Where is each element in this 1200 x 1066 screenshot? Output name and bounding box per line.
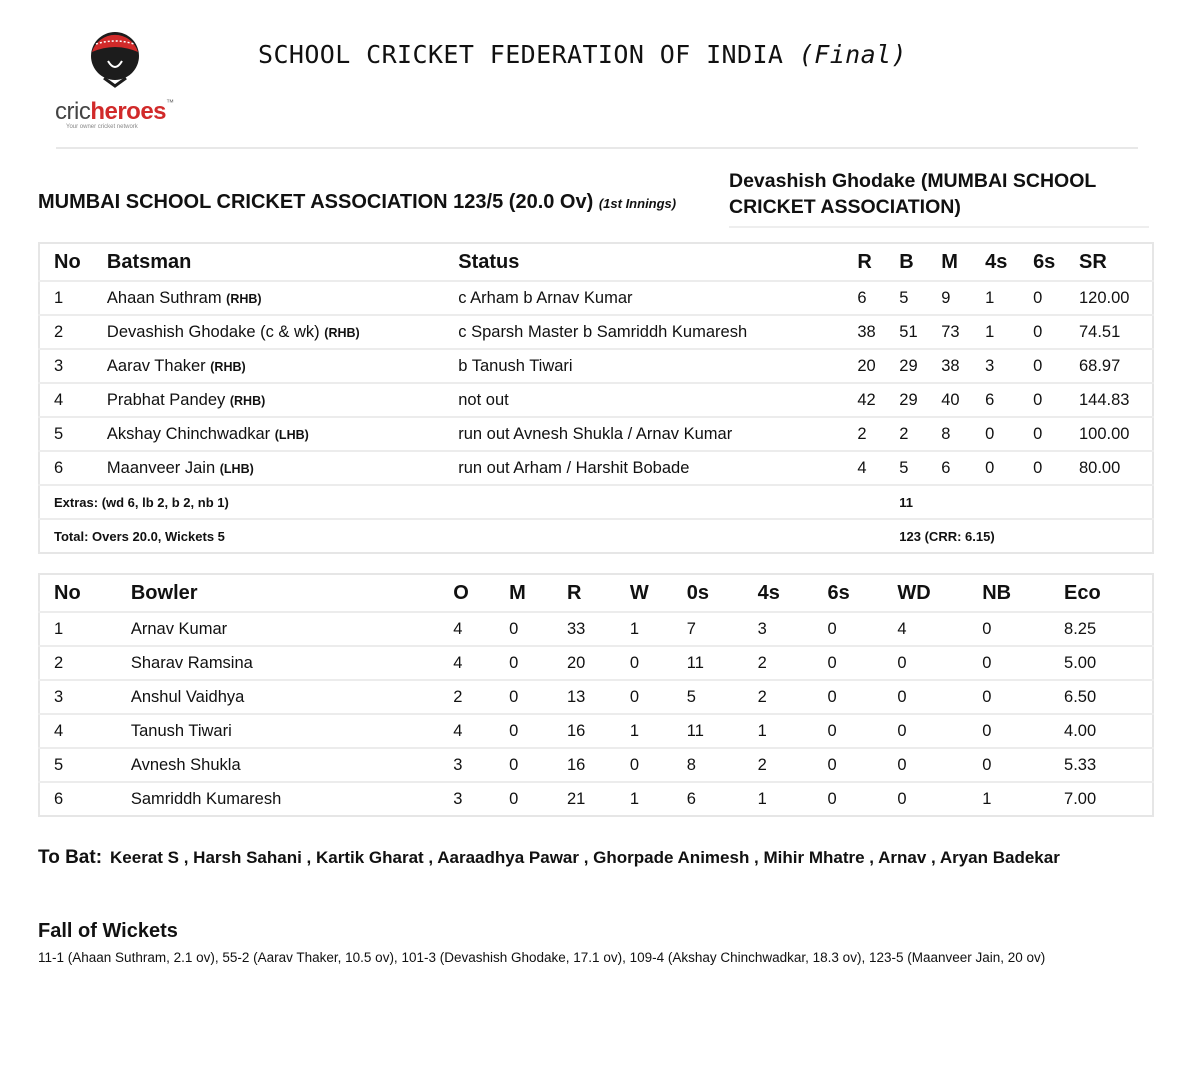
total-value: 123 (CRR: 6.15) — [899, 519, 1153, 553]
strike-rate: 74.51 — [1079, 315, 1153, 349]
batsman-no: 3 — [39, 349, 107, 383]
bowling-table — [38, 573, 1154, 817]
fours: 6 — [985, 383, 1033, 417]
economy: 4.00 — [1064, 714, 1153, 748]
batting-header-row — [39, 243, 1153, 281]
runs: 16 — [567, 748, 630, 782]
batting-hand: (RHB) — [229, 393, 266, 408]
bowler-name: Arnav Kumar — [131, 612, 453, 646]
maidens: 0 — [509, 748, 567, 782]
overs: 3 — [453, 782, 509, 816]
fours: 1 — [758, 714, 828, 748]
col-header-dots: 0s — [686, 581, 709, 604]
table-row — [39, 281, 1153, 315]
minutes: 9 — [941, 281, 985, 315]
strike-rate: 100.00 — [1079, 417, 1153, 451]
balls: 5 — [899, 451, 941, 485]
fours: 2 — [758, 748, 828, 782]
bowler-no: 4 — [39, 714, 131, 748]
overs: 2 — [453, 680, 509, 714]
dismissal-status: c Arham b Arnav Kumar — [458, 281, 857, 315]
minutes: 73 — [941, 315, 985, 349]
sixes: 0 — [827, 748, 897, 782]
col-header-economy: Eco — [1064, 581, 1101, 604]
fours: 0 — [985, 451, 1033, 485]
innings-label: (1st Innings) — [598, 196, 677, 211]
wickets: 1 — [630, 782, 687, 816]
strike-rate: 120.00 — [1079, 281, 1153, 315]
maidens: 0 — [509, 782, 567, 816]
player-of-match: Devashish Ghodake (MUMBAI SCHOOL CRICKET ASSOCIATION) — [729, 168, 1149, 228]
sixes: 0 — [1033, 383, 1079, 417]
runs: 33 — [567, 612, 630, 646]
batsman-name: Aarav Thaker — [106, 356, 206, 375]
minutes: 6 — [941, 451, 985, 485]
bowler-no: 2 — [39, 646, 131, 680]
dismissal-status: run out Avnesh Shukla / Arnav Kumar — [458, 417, 857, 451]
runs: 13 — [567, 680, 630, 714]
table-row — [39, 714, 1153, 748]
col-header-bowler: Bowler — [130, 581, 198, 604]
batting-hand: (LHB) — [274, 427, 309, 442]
brand-name-prefix: cric — [55, 98, 91, 125]
sixes: 0 — [1033, 451, 1079, 485]
col-header-overs: O — [453, 581, 469, 604]
strike-rate: 144.83 — [1079, 383, 1153, 417]
col-header-sixes: 6s — [827, 581, 850, 604]
batsman-name: Maanveer Jain — [106, 458, 216, 477]
total-row — [39, 519, 1153, 553]
sixes: 0 — [827, 646, 897, 680]
overs: 4 — [453, 714, 509, 748]
no-balls: 0 — [982, 612, 1064, 646]
table-row — [39, 612, 1153, 646]
dot-balls: 6 — [687, 782, 758, 816]
strike-rate: 80.00 — [1079, 451, 1153, 485]
no-balls: 0 — [982, 646, 1064, 680]
col-header-no-balls: NB — [982, 581, 1012, 604]
fours: 0 — [985, 417, 1033, 451]
bowler-no: 5 — [39, 748, 131, 782]
col-header-maidens: M — [509, 581, 526, 604]
dismissal-status: run out Arham / Harshit Bobade — [458, 451, 857, 485]
overs: 4 — [453, 646, 509, 680]
dot-balls: 7 — [687, 612, 758, 646]
extras-row — [39, 485, 1153, 519]
bowler-no: 6 — [39, 782, 131, 816]
col-header-wickets: W — [629, 581, 649, 604]
col-header-fours: 4s — [985, 250, 1008, 273]
batting-hand: (RHB) — [324, 325, 360, 340]
batsman-name: Prabhat Pandey — [106, 390, 226, 409]
brand-trademark: ™ — [166, 98, 174, 107]
extras-label: Extras: (wd 6, lb 2, b 2, nb 1) — [39, 485, 899, 519]
dot-balls: 5 — [687, 680, 758, 714]
table-row — [39, 680, 1153, 714]
col-header-balls: B — [899, 250, 914, 273]
col-header-minutes: M — [941, 250, 958, 273]
bowling-header-row — [39, 574, 1153, 612]
batsman-no: 2 — [39, 315, 107, 349]
runs: 21 — [567, 782, 630, 816]
fours: 3 — [985, 349, 1033, 383]
economy: 5.33 — [1064, 748, 1153, 782]
bowler-name: Samriddh Kumaresh — [131, 782, 453, 816]
extras-value: 11 — [899, 485, 1153, 519]
federation-title: SCHOOL CRICKET FEDERATION OF INDIA — [258, 40, 784, 69]
bowler-name: Avnesh Shukla — [131, 748, 453, 782]
brand-tagline: Your owner cricket network — [66, 124, 138, 130]
overs: 3 — [453, 748, 509, 782]
batting-hand: (RHB) — [210, 359, 246, 374]
batting-table — [38, 242, 1154, 554]
minutes: 40 — [941, 383, 985, 417]
runs: 2 — [857, 417, 899, 451]
wickets: 0 — [630, 748, 687, 782]
fall-of-wickets-title: Fall of Wickets — [38, 920, 178, 942]
strike-rate: 68.97 — [1079, 349, 1153, 383]
col-header-batsman: Batsman — [106, 250, 192, 273]
fours: 2 — [758, 680, 828, 714]
bowler-no: 1 — [39, 612, 131, 646]
wickets: 1 — [630, 612, 687, 646]
table-row — [39, 782, 1153, 816]
dismissal-status: c Sparsh Master b Samriddh Kumaresh — [458, 315, 857, 349]
batsman-no: 5 — [39, 417, 107, 451]
batsman-name: Ahaan Suthram — [106, 288, 222, 307]
runs: 4 — [857, 451, 899, 485]
batting-hand: (RHB) — [226, 291, 262, 306]
maidens: 0 — [509, 680, 567, 714]
wides: 0 — [897, 748, 982, 782]
minutes: 8 — [941, 417, 985, 451]
sixes: 0 — [1033, 281, 1079, 315]
runs: 16 — [567, 714, 630, 748]
wickets: 1 — [630, 714, 687, 748]
batsman-name: Devashish Ghodake (c & wk) — [106, 322, 320, 341]
bowler-name: Sharav Ramsina — [131, 646, 453, 680]
balls: 29 — [899, 383, 941, 417]
sixes: 0 — [1033, 315, 1079, 349]
to-bat-players: Keerat S , Harsh Sahani , Kartik Gharat , Aaraadhya Pawar , Ghorpade Animesh , Mihir Mhatre , Arnav , Aryan Badekar — [110, 848, 1060, 867]
sixes: 0 — [1033, 417, 1079, 451]
col-header-wides: WD — [897, 581, 931, 604]
maidens: 0 — [509, 714, 567, 748]
balls: 29 — [899, 349, 941, 383]
dot-balls: 11 — [687, 646, 758, 680]
table-row — [39, 383, 1153, 417]
sixes: 0 — [827, 680, 897, 714]
table-row — [39, 748, 1153, 782]
minutes: 38 — [941, 349, 985, 383]
brand-name-suffix: heroes — [90, 98, 167, 125]
dismissal-status: not out — [458, 383, 857, 417]
to-bat-section — [38, 847, 1148, 868]
table-row — [39, 315, 1153, 349]
economy: 8.25 — [1064, 612, 1153, 646]
fours: 1 — [985, 315, 1033, 349]
fall-of-wickets-text: 11-1 (Ahaan Suthram, 2.1 ov), 55-2 (Aarav Thaker, 10.5 ov), 101-3 (Devashish Ghodake, 17.1 ov), 109-4 (Akshay Chinchwadkar, 18.3 ov), 123-5 (Maanveer Jain, 20 ov) — [38, 950, 1046, 965]
wides: 0 — [897, 782, 982, 816]
runs: 42 — [857, 383, 899, 417]
sixes: 0 — [827, 782, 897, 816]
table-row — [39, 417, 1153, 451]
batsman-no: 1 — [39, 281, 107, 315]
no-balls: 1 — [982, 782, 1064, 816]
col-header-no: No — [54, 581, 81, 604]
balls: 51 — [899, 315, 941, 349]
wides: 0 — [897, 646, 982, 680]
bowler-name: Anshul Vaidhya — [131, 680, 453, 714]
col-header-strike-rate: SR — [1078, 250, 1107, 273]
runs: 6 — [857, 281, 899, 315]
fours: 1 — [985, 281, 1033, 315]
batting-hand: (LHB) — [219, 461, 254, 476]
table-row — [39, 451, 1153, 485]
maidens: 0 — [509, 612, 567, 646]
table-row — [39, 349, 1153, 383]
team-score-line — [38, 191, 676, 214]
page-title — [258, 40, 907, 69]
balls: 5 — [899, 281, 941, 315]
bowler-no: 3 — [39, 680, 131, 714]
sixes: 0 — [1033, 349, 1079, 383]
sixes: 0 — [827, 612, 897, 646]
economy: 6.50 — [1064, 680, 1153, 714]
match-stage: (Final) — [798, 40, 907, 69]
bowler-name: Tanush Tiwari — [131, 714, 453, 748]
total-label: Total: Overs 20.0, Wickets 5 — [39, 519, 899, 553]
wickets: 0 — [630, 646, 687, 680]
dismissal-status: b Tanush Tiwari — [458, 349, 857, 383]
col-header-sixes: 6s — [1033, 250, 1056, 273]
maidens: 0 — [509, 646, 567, 680]
sixes: 0 — [827, 714, 897, 748]
batsman-no: 6 — [39, 451, 107, 485]
col-header-runs: R — [566, 581, 582, 604]
col-header-status: Status — [458, 250, 520, 273]
dot-balls: 8 — [687, 748, 758, 782]
wides: 4 — [897, 612, 982, 646]
runs: 20 — [857, 349, 899, 383]
balls: 2 — [899, 417, 941, 451]
no-balls: 0 — [982, 748, 1064, 782]
overs: 4 — [453, 612, 509, 646]
header-divider — [56, 147, 1138, 149]
wides: 0 — [897, 714, 982, 748]
no-balls: 0 — [982, 680, 1064, 714]
team-score: MUMBAI SCHOOL CRICKET ASSOCIATION 123/5 (20.0 Ov) — [38, 191, 594, 213]
table-row — [39, 646, 1153, 680]
fours: 3 — [758, 612, 828, 646]
dot-balls: 11 — [687, 714, 758, 748]
col-header-no: No — [54, 250, 81, 273]
fours: 2 — [758, 646, 828, 680]
economy: 5.00 — [1064, 646, 1153, 680]
to-bat-label: To Bat: — [38, 847, 103, 868]
col-header-runs: R — [857, 250, 872, 273]
cricheroes-logo — [52, 28, 202, 133]
runs: 38 — [857, 315, 899, 349]
batsman-name: Akshay Chinchwadkar — [106, 424, 271, 443]
fours: 1 — [758, 782, 828, 816]
batsman-no: 4 — [39, 383, 107, 417]
runs: 20 — [567, 646, 630, 680]
economy: 7.00 — [1064, 782, 1153, 816]
wides: 0 — [897, 680, 982, 714]
col-header-fours: 4s — [757, 581, 780, 604]
no-balls: 0 — [982, 714, 1064, 748]
wickets: 0 — [630, 680, 687, 714]
